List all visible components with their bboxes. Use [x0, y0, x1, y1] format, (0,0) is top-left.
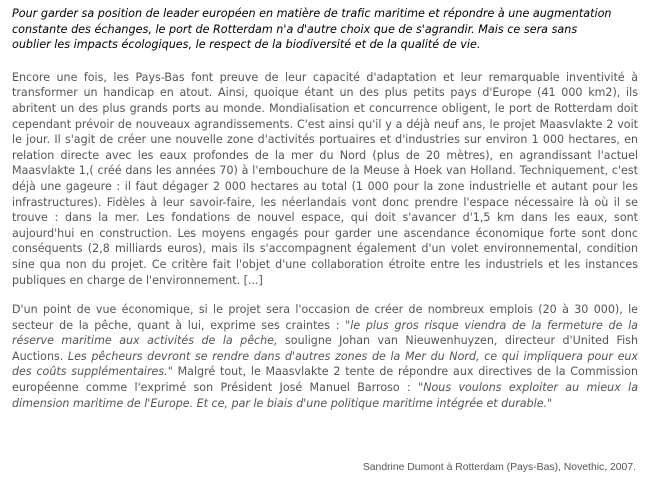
article-credit: Sandrine Dumont à Rotterdam (Pays-Bas), Novethic, 2007.	[362, 462, 636, 473]
closing-quote-mark: "	[547, 396, 553, 410]
article-paragraph-1: Encore une fois, les Pays-Bas font preuve de leur capacité d'adaptation et leur remarquable inventivité à transformer un handicap en atout. Ainsi, quoique étant un des plus petits pays d'Europe (41 000 km2), ils abritent un des plus grands ports au monde. Mondialisation et concurrence obligent, le port de Rotterdam doit cependant prévoir de nouveaux agrandissements. C'est ainsi qu'il y a déjà neuf ans, le projet Maasvlakte 2 voit le jour. Il s'agit de créer une nouvelle zone d'activités portuaires et d'industries sur environ 1 000 hectares, en relation directe avec les eaux profondes de la mer du Nord (plus de 20 mètres), en agrandissant l'actuel Maasvlakte 1,( créé dans les années 70) à l'embouchure de la Meuse à Hoek van Holland. Techniquement, c'est déjà une gageure : il faut dégager 2 000 hectares au total (1 000 pour la zone industrielle et autant pour les infrastructures). Fidèles à leur savoir-faire, les néerlandais vont donc prendre l'espace nécessaire là où il se trouve : dans la mer. Les fondations de nouvel espace, qui doit s'avancer d'1,5 km dans les eaux, sont aujourd'hui en construction. Les moyens engagés pour garder une ascendance économique forte sont donc conséquents (2,8 milliards euros), mais ils s'accompagnent également d'un volet environnemental, condition sine qua non du projet. Ce critère fait l'objet d'une collaboration étroite entre les industriels et les instances publiques en charge de l'environnement. [...]	[12, 70, 638, 287]
article-lead: Pour garder sa position de leader européen en matière de trafic maritime et répondre à une augmentation constante des échanges, le port de Rotterdam n'a d'autre choix que de s'agrandir. Mais ce sera sans oublier les impacts écologiques, le respect de la biodiversité et de la qualité de vie.	[12, 7, 612, 52]
fisheries-quote: le plus gros risque viendra de la fermeture de la réserve maritime aux activités de la pêche,	[12, 318, 638, 348]
fishermen-quote: Les pêcheurs devront se rendre dans d'autres zones de la Mer du Nord, ce qui impliquera pour eux des coûts supplémentaires.	[12, 349, 638, 379]
paragraph-2-middle: " Malgré tout, le Maasvlakte 2 tente de répondre aux directives de la Commission européenne comme l'exprimé son Président José Manuel Barroso : "	[12, 365, 639, 395]
quote-attribution: souligne Johan van Nieuwenhuyzen, directeur d'United Fish Auctions.	[12, 334, 638, 363]
barroso-quote: Nous voulons exploiter au mieux la dimension maritime de l'Europe. Et ce, par le biais d'une politique maritime intégrée et durable.	[12, 381, 638, 410]
article	[12, 6, 638, 411]
paragraph-2-intro: D'un point de vue économique, si le projet sera l'occasion de créer de nombreux emplois (20 à 30 000), le secteur de la pêche, quant à lui, exprime ses craintes : "	[12, 303, 638, 332]
article-paragraph-2	[12, 302, 638, 411]
